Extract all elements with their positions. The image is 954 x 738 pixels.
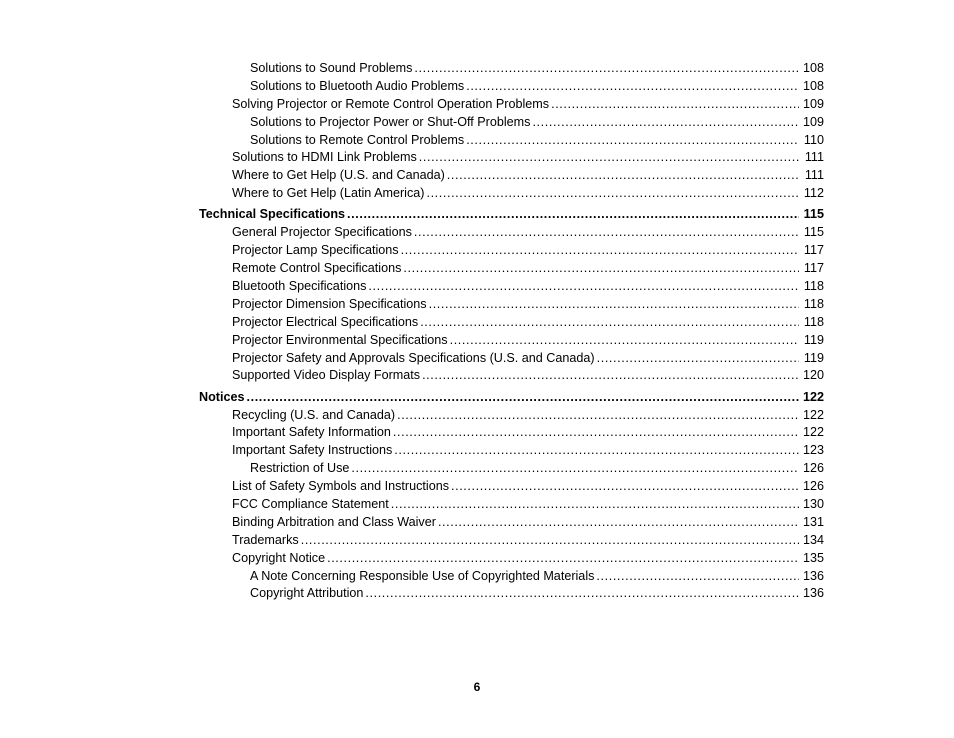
- toc-entry-page-number: 117: [803, 261, 824, 276]
- toc-entry-page-number: 136: [802, 568, 824, 583]
- toc-entry[interactable]: [232, 296, 824, 314]
- toc-entry-title: Solving Projector or Remote Control Operation Problems: [232, 96, 550, 111]
- toc-entry-page-number: 112: [803, 186, 824, 201]
- dot-leader: [365, 585, 799, 603]
- dot-leader: [347, 206, 799, 224]
- toc-entry-page-number: 135: [802, 550, 824, 565]
- toc-entry-page-number: 118: [803, 314, 824, 329]
- toc-entry-page-number: 122: [802, 407, 824, 422]
- dot-leader: [397, 407, 799, 425]
- toc-entry[interactable]: [250, 78, 824, 96]
- toc-entry[interactable]: [232, 314, 824, 332]
- toc-entry-title: Recycling (U.S. and Canada): [232, 407, 396, 422]
- toc-entry[interactable]: [232, 224, 824, 242]
- toc-entry-title: Projector Environmental Specifications: [232, 332, 448, 347]
- toc-entry-title: Notices: [199, 389, 245, 404]
- dot-leader: [447, 167, 799, 185]
- toc-entry[interactable]: [232, 332, 824, 350]
- toc-entry[interactable]: [250, 114, 824, 132]
- toc-entry[interactable]: [232, 350, 824, 368]
- dot-leader: [393, 424, 799, 442]
- toc-entry-title: List of Safety Symbols and Instructions: [232, 479, 449, 494]
- toc-entry-page-number: 126: [802, 479, 824, 494]
- toc-entry-title: Important Safety Instructions: [232, 443, 393, 458]
- toc-entry-title: Projector Lamp Specifications: [232, 243, 399, 258]
- toc-entry-title: Projector Safety and Approvals Specifications (U.S. and Canada): [232, 350, 595, 365]
- toc-entry-title: Solutions to HDMI Link Problems: [232, 150, 417, 165]
- dot-leader: [420, 314, 799, 332]
- toc-entry-page-number: 118: [803, 278, 824, 293]
- toc-entry-page-number: 123: [802, 443, 824, 458]
- toc-entry[interactable]: [232, 149, 824, 167]
- toc-entry-title: Projector Dimension Specifications: [232, 296, 427, 311]
- toc-entry[interactable]: [232, 424, 824, 442]
- toc-entry-page-number: 119: [803, 350, 824, 365]
- toc-entry-title: Solutions to Remote Control Problems: [250, 132, 465, 147]
- dot-leader: [466, 78, 799, 96]
- dot-leader: [450, 332, 799, 350]
- toc-entry-title: Trademarks: [232, 532, 299, 547]
- toc-entry-page-number: 111: [804, 150, 824, 165]
- dot-leader: [327, 550, 799, 568]
- toc-entry-title: Solutions to Sound Problems: [250, 61, 413, 75]
- toc-entry-title: Supported Video Display Formats: [232, 368, 421, 383]
- toc-entry-title: Bluetooth Specifications: [232, 278, 367, 293]
- toc-entry[interactable]: [232, 185, 824, 203]
- page-number: 6: [473, 680, 481, 694]
- toc-entry[interactable]: [232, 442, 824, 460]
- toc-entry-title: General Projector Specifications: [232, 225, 412, 240]
- toc-entry[interactable]: [232, 514, 824, 532]
- toc-entry-page-number: 109: [802, 114, 824, 129]
- toc-entry[interactable]: [250, 60, 824, 78]
- dot-leader: [419, 149, 799, 167]
- toc-entry-title: Where to Get Help (U.S. and Canada): [232, 168, 445, 183]
- toc-entry[interactable]: [232, 532, 824, 550]
- dot-leader: [368, 278, 799, 296]
- toc-entry-page-number: 108: [802, 61, 824, 75]
- dot-leader: [394, 442, 799, 460]
- toc-entry[interactable]: [232, 96, 824, 114]
- toc-entry[interactable]: [250, 585, 824, 603]
- toc-entry-page-number: 120: [802, 368, 824, 383]
- toc-entry-page-number: 118: [803, 296, 824, 311]
- dot-leader: [422, 367, 799, 385]
- dot-leader: [466, 132, 799, 150]
- toc-entry-page-number: 109: [802, 96, 824, 111]
- toc-entry-page-number: 122: [802, 389, 824, 404]
- toc-entry[interactable]: [232, 167, 824, 185]
- dot-leader: [438, 514, 799, 532]
- toc-entry-page-number: 108: [802, 78, 824, 93]
- toc-entry-title: Technical Specifications: [199, 207, 346, 222]
- dot-leader: [247, 389, 800, 407]
- dot-leader: [351, 460, 799, 478]
- toc-entry-page-number: 115: [803, 207, 824, 222]
- toc-entry-title: Where to Get Help (Latin America): [232, 186, 425, 201]
- toc-entry-page-number: 111: [804, 168, 824, 183]
- toc-entry-page-number: 122: [802, 425, 824, 440]
- dot-leader: [451, 478, 799, 496]
- toc-entry[interactable]: [250, 132, 824, 150]
- toc-entry-title: Solutions to Projector Power or Shut-Off Problems: [250, 114, 531, 129]
- toc-entry-title: A Note Concerning Responsible Use of Copyrighted Materials: [250, 568, 595, 583]
- toc-entry-page-number: 136: [802, 586, 824, 601]
- dot-leader: [403, 260, 799, 278]
- toc-entry-page-number: 115: [803, 225, 824, 240]
- table-of-contents: [0, 60, 954, 603]
- dot-leader: [597, 350, 799, 368]
- toc-entry-page-number: 131: [802, 514, 824, 529]
- dot-leader: [401, 242, 799, 260]
- toc-entry-title: FCC Compliance Statement: [232, 496, 389, 511]
- toc-entry-page-number: 110: [803, 132, 824, 147]
- dot-leader: [429, 296, 799, 314]
- toc-entry[interactable]: [232, 550, 824, 568]
- toc-entry-page-number: 134: [802, 532, 824, 547]
- toc-entry[interactable]: [232, 242, 824, 260]
- toc-entry-page-number: 130: [802, 496, 824, 511]
- toc-entry-title: Binding Arbitration and Class Waiver: [232, 514, 436, 529]
- toc-entry-page-number: 126: [802, 461, 824, 476]
- toc-entry-title: Copyright Notice: [232, 550, 326, 565]
- toc-section-entry[interactable]: [199, 206, 824, 224]
- toc-entry[interactable]: [232, 496, 824, 514]
- toc-entry[interactable]: [232, 478, 824, 496]
- toc-entry-title: Important Safety Information: [232, 425, 391, 440]
- toc-section-entry[interactable]: [199, 389, 824, 407]
- dot-leader: [414, 224, 799, 242]
- toc-entry[interactable]: [232, 407, 824, 425]
- toc-entry-title: Remote Control Specifications: [232, 261, 402, 276]
- toc-entry[interactable]: [232, 367, 824, 385]
- dot-leader: [301, 532, 799, 550]
- toc-entry-page-number: 119: [803, 332, 824, 347]
- dot-leader: [426, 185, 799, 203]
- dot-leader: [532, 114, 799, 132]
- toc-entry[interactable]: [232, 278, 824, 296]
- toc-entry-title: Projector Electrical Specifications: [232, 314, 419, 329]
- dot-leader: [596, 568, 799, 586]
- dot-leader: [414, 60, 799, 78]
- dot-leader: [391, 496, 799, 514]
- toc-entry-title: Solutions to Bluetooth Audio Problems: [250, 78, 465, 93]
- toc-entry-page-number: 117: [803, 243, 824, 258]
- toc-entry-title: Copyright Attribution: [250, 586, 364, 601]
- toc-entry-title: Restriction of Use: [250, 461, 350, 476]
- dot-leader: [551, 96, 799, 114]
- toc-entry[interactable]: [250, 460, 824, 478]
- toc-entry[interactable]: [250, 568, 824, 586]
- toc-entry[interactable]: [232, 260, 824, 278]
